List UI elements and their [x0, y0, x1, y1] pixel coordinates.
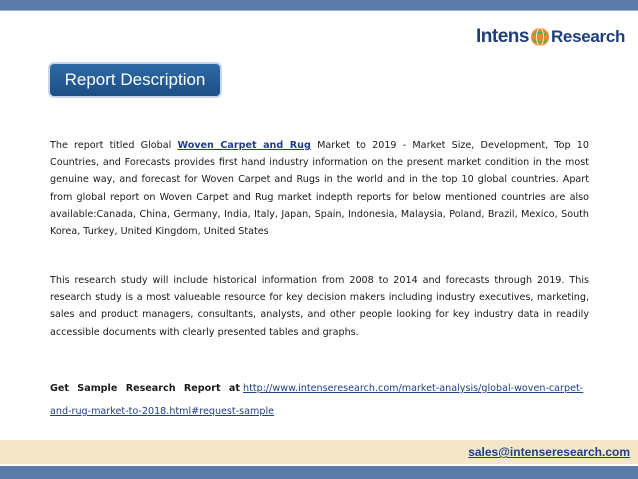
logo-text-research: Research [550, 27, 626, 46]
p1-body-text: Market to 2019 - Market Size, Development, Top 10 Countries, and Forecasts provides first hand industry information on the present market condition in the most genuine way, and forecast for Woven Carpet and Rugs in the world and in the top 10 global countries. Apart from global report on Woven Carpet and Rug market indepth reports for below mentioned countries are also available:Canada, China, Germany, India, Italy, Japan, Spain, Indonesia, Malaysia, Poland, Brazil, Mexico, South Korea, Turkey, United Kingdom, United States [50, 140, 590, 238]
report-keyword-link[interactable]: Woven Carpet and Rug [177, 140, 311, 151]
sample-request-link[interactable]: http://www.intenseresearch.com/market-analysis/global-woven-carpet-and-rug-market-to-2018.html#request-sample [50, 383, 584, 417]
sample-label: Get Sample Research Report at [50, 383, 240, 394]
brand-logo [476, 22, 625, 52]
description-paragraph-2: This research study will include historical information from 2008 to 2014 and forecasts through 2019. This research study is a most valueable resource for key decision makers including industry executives, marketing, sales and product managers, consultants, analysts, and other people looking for key industry data in readily accessible documents with clearly presented tables and graphs. [50, 275, 589, 338]
top-bar [0, 0, 638, 11]
description-paragraph-1 [50, 137, 589, 240]
sample-request-line [50, 377, 589, 423]
contact-email-link[interactable]: sales@intenseresearch.com [468, 445, 630, 459]
p1-lead-text: The report titled Global [50, 140, 178, 151]
globe-icon [530, 27, 550, 47]
logo-text-intens: Intens [476, 26, 529, 47]
report-description-badge: Report Description [50, 64, 220, 96]
bottom-bar [0, 466, 638, 479]
